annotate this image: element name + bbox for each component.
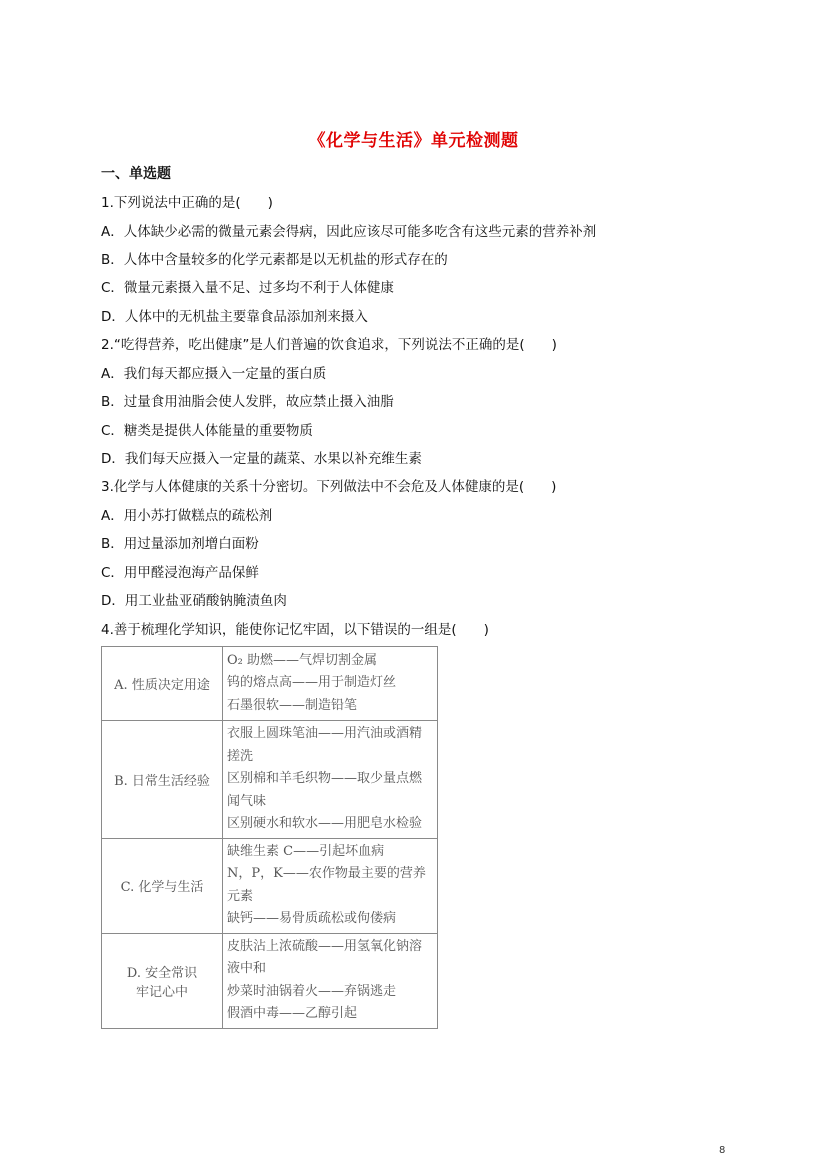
question-3-option-b: B．用过量添加剂增白面粉 — [101, 536, 259, 552]
row-label — [102, 838, 223, 933]
document-title: 《化学与生活》单元检测题 — [308, 131, 519, 151]
row-line: 假酒中毒——乙醇引起 — [227, 1006, 358, 1021]
question-3-stem: 3.化学与人体健康的关系十分密切。下列做法中不会危及人体健康的是( ) — [101, 479, 557, 495]
question-2-option-d: D．我们每天应摄入一定量的蔬菜、水果以补充维生素 — [101, 451, 422, 467]
page-number: 8 — [719, 1145, 726, 1156]
row-line: 石墨很软——制造铅笔 — [227, 697, 358, 713]
row-line: 炒菜时油锅着火——弃锅逃走 — [227, 983, 397, 999]
question-1-option-c: C．微量元素摄入量不足、过多均不利于人体健康 — [101, 280, 394, 296]
table-row — [102, 933, 438, 1028]
question-2-option-b: B．过量食用油脂会使人发胖，故应禁止摄入油脂 — [101, 394, 394, 410]
row-line: 缺维生素 C——引起坏血病 — [227, 843, 385, 859]
row-label-text: C. 化学与生活 — [120, 880, 204, 895]
question-3-option-c: C．用甲醛浸泡海产品保鲜 — [101, 565, 259, 581]
row-label — [102, 647, 223, 721]
table-row — [102, 721, 438, 839]
table-row — [102, 647, 438, 721]
table-row — [102, 838, 438, 933]
row-content — [223, 647, 438, 721]
question-3-option-a: A．用小苏打做糕点的疏松剂 — [101, 508, 273, 524]
row-label — [102, 933, 223, 1028]
row-label-text: A. 性质决定用途 — [114, 678, 210, 693]
row-line: O₂ 助燃——气焊切割金属 — [227, 652, 378, 668]
row-label-text: B. 日常生活经验 — [114, 773, 210, 789]
row-label — [102, 721, 223, 839]
question-2-option-c: C．糖类是提供人体能量的重要物质 — [101, 423, 313, 439]
row-line: 衣服上圆珠笔油——用汽油或酒精搓洗 — [227, 726, 423, 764]
question-1-option-b: B．人体中含量较多的化学元素都是以无机盐的形式存在的 — [101, 252, 448, 268]
row-label-text: D. 安全常识 — [126, 965, 198, 981]
question-4-stem: 4.善于梳理化学知识，能使你记忆牢固，以下错误的一组是( ) — [101, 622, 489, 638]
row-line: 区别棉和羊毛织物——取少量点燃闻气味 — [227, 771, 423, 809]
question-1-stem: 1.下列说法中正确的是( ) — [101, 195, 273, 211]
row-content — [223, 838, 438, 933]
question-1-option-d: D．人体中的无机盐主要靠食品添加剂来摄入 — [101, 309, 368, 325]
question-3-option-d: D．用工业盐亚硝酸钠腌渍鱼肉 — [101, 593, 287, 609]
row-line: 缺钙——易骨质疏松或佝偻病 — [227, 911, 397, 926]
row-line: 区别硬水和软水——用肥皂水检验 — [227, 816, 423, 831]
row-content — [223, 721, 438, 839]
row-line: N，P，K——农作物最主要的营养元素 — [227, 866, 426, 904]
knowledge-table — [101, 646, 438, 1029]
row-line: 皮肤沾上浓硫酸——用氢氧化钠溶液中和 — [227, 938, 423, 976]
row-line: 钨的熔点高——用于制造灯丝 — [227, 675, 397, 691]
row-label-text: 牢记心中 — [135, 984, 188, 1000]
question-1-option-a: A．人体缺少必需的微量元素会得病，因此应该尽可能多吃含有这些元素的营养补剂 — [101, 224, 597, 240]
section-heading: 一、单选题 — [101, 166, 171, 182]
question-2-stem: 2.“吃得营养，吃出健康”是人们普遍的饮食追求，下列说法不正确的是( ) — [101, 337, 557, 353]
row-content — [223, 933, 438, 1028]
question-2-option-a: A．我们每天都应摄入一定量的蛋白质 — [101, 366, 327, 382]
